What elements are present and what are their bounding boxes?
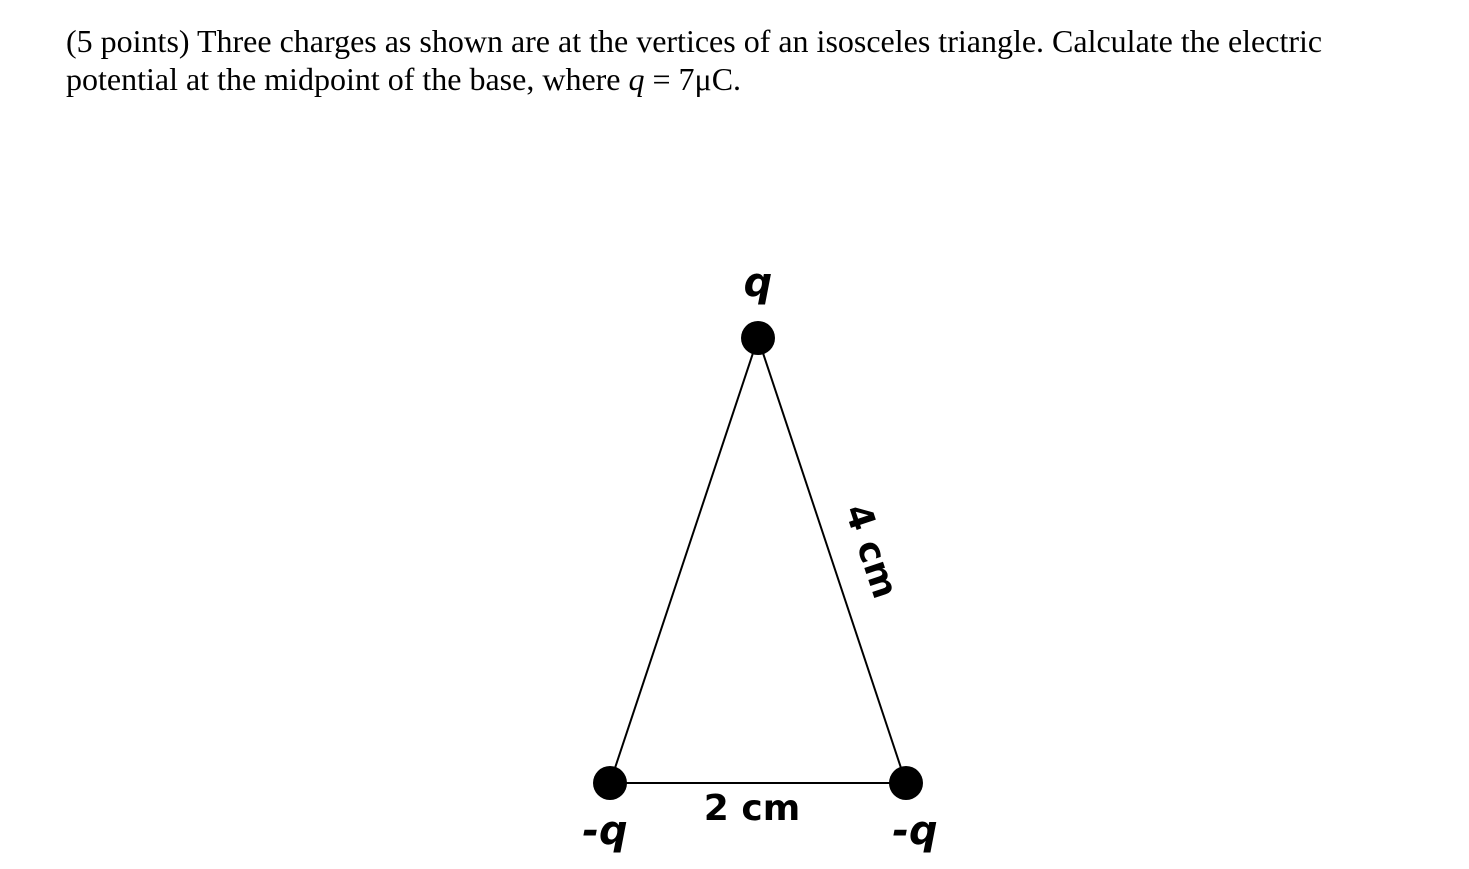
side-length-label: 4 cm <box>836 499 906 604</box>
problem-line-2-suffix: = 7μC. <box>644 61 742 97</box>
base-length-label: 2 cm <box>703 788 801 829</box>
bottom-left-charge-dot <box>593 766 627 800</box>
bottom-right-charge-label: -q <box>892 808 938 854</box>
top-charge-label: q <box>743 260 773 306</box>
problem-line-1: (5 points) Three charges as shown are at the vertices of an isosceles triangle. Calculate the electric <box>66 23 1323 59</box>
bottom-left-charge-label: -q <box>582 808 628 854</box>
bottom-right-charge-dot <box>889 766 923 800</box>
charge-variable: q <box>628 61 645 97</box>
triangle-left-side <box>610 338 758 783</box>
top-charge-dot <box>741 321 775 355</box>
problem-line-2-prefix: potential at the midpoint of the base, where <box>66 61 629 97</box>
